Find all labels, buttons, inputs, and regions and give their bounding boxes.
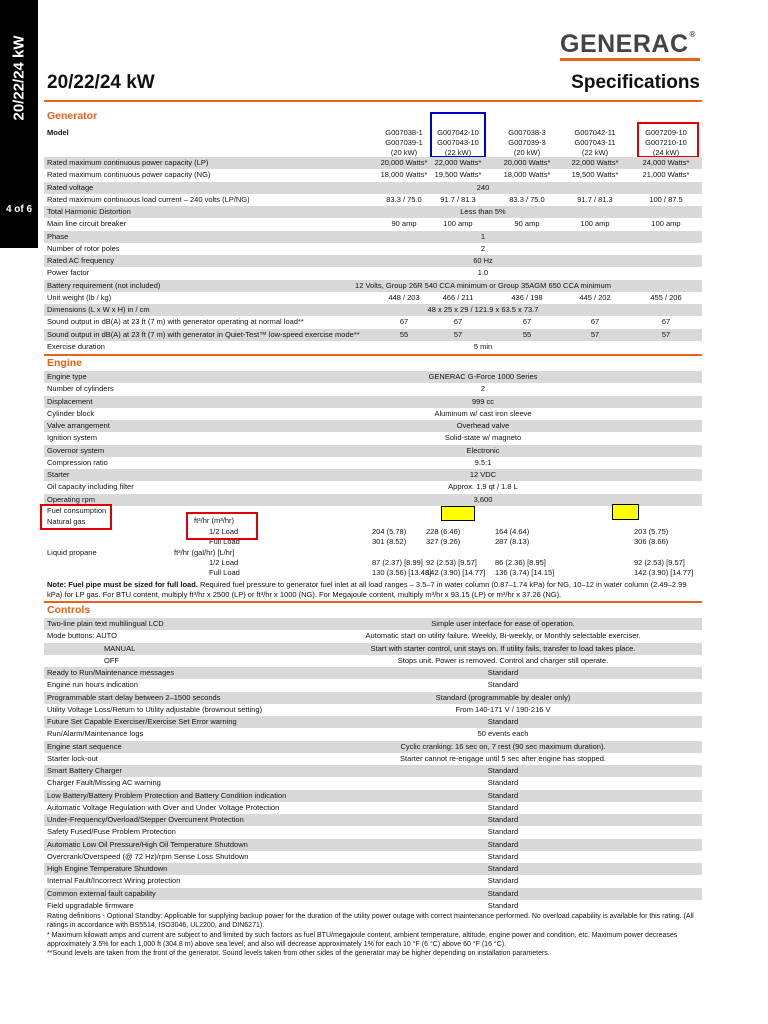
row-value: Simple user interface for ease of operation.	[431, 619, 575, 628]
model-header	[44, 125, 702, 157]
row-value: Standard (programmable by dealer only)	[435, 692, 571, 702]
row-label: Compression ratio	[47, 457, 108, 467]
row-value: 19,500 Watts*	[434, 170, 482, 180]
table-row	[44, 692, 702, 704]
fuel-value: 306 (8.66)	[634, 537, 669, 546]
row-label: Oil capacity including filter	[47, 482, 134, 492]
note-text: Required fuel pressure to generator fuel inlet at all load ranges – 3.5–7 in water column (0.87–1.74 kPa) for NG, 10–12 in water column (2.49–2.99 kPa) for LP gas. For BTU content, multiply ft³/hr x 2500 (LP) or ft³/hr x 1000 (NG). For Megajoule content, multiply m³/hr x 93.15 (LP) or m³/hr x 37.26 (NG).	[47, 580, 687, 599]
row-label: Total Harmonic Distortion	[47, 207, 131, 216]
table-row	[44, 875, 702, 887]
row-value: Standard	[487, 680, 519, 690]
row-value: 83.3 / 75.0	[509, 194, 545, 204]
row-label: Displacement	[47, 396, 93, 406]
fuel-value: 204 (5.78)	[372, 527, 407, 536]
table-row	[44, 481, 702, 493]
row-value: 3,600	[473, 494, 493, 504]
model-line: G007042-11	[574, 128, 616, 137]
row-value: Standard	[487, 900, 519, 910]
row-label: Field upgradable firmware	[47, 900, 134, 910]
table-row	[44, 753, 702, 765]
row-value: 60 Hz	[473, 256, 493, 265]
row-label: Rated maximum continuous power capacity (NG)	[47, 170, 211, 180]
ng-half-load: 1/2 Load	[209, 527, 239, 536]
row-label: Valve arrangement	[47, 421, 110, 430]
row-label: Rated voltage	[47, 182, 94, 192]
page-indicator: 4 of 6	[5, 204, 33, 215]
row-label: Battery requirement (not included)	[47, 280, 161, 290]
table-row	[44, 316, 702, 328]
row-value: 19,500 Watts*	[571, 170, 619, 180]
row-value: 100 amp	[651, 219, 681, 229]
row-label: Unit weight (lb / kg)	[47, 292, 112, 302]
controls-divider	[44, 601, 702, 603]
liquid-propane-label: Liquid propane	[47, 548, 97, 557]
row-value: GENERAC G-Force 1000 Series	[428, 372, 538, 381]
fuel-value: 92 (2.53) [9.57]	[634, 558, 685, 567]
row-value: Aluminum w/ cast iron sleeve	[434, 408, 532, 418]
row-value: 100 amp	[580, 219, 610, 229]
row-value: 55	[399, 329, 409, 339]
row-value: Standard	[487, 876, 519, 886]
table-row	[44, 851, 702, 863]
row-value: Stops unit. Power is removed. Control and charger still operate.	[397, 655, 609, 665]
row-label: Phase	[47, 231, 69, 241]
table-row	[44, 826, 702, 838]
model-line: G007039-3	[508, 138, 546, 147]
controls-heading: Controls	[47, 604, 91, 616]
row-label: OFF	[104, 655, 119, 665]
row-value: 9.5:1	[474, 457, 492, 467]
model-line: (22 kW)	[444, 148, 472, 157]
row-value: Cyclic cranking: 16 sec on, 7 rest (90 sec maximum duration).	[400, 741, 606, 751]
table-row	[44, 218, 702, 230]
model-label: Model	[47, 128, 69, 137]
fuel-value: 92 (2.53) [9.57]	[426, 558, 477, 567]
table-row	[44, 790, 702, 802]
row-value: 90 amp	[514, 219, 540, 229]
fuel-consumption	[44, 503, 702, 579]
generator-table	[44, 157, 702, 353]
table-row	[44, 255, 702, 267]
controls-table	[44, 618, 702, 912]
fuel-note	[47, 580, 702, 600]
logo-registered-mark: ®	[689, 30, 696, 39]
row-value: Standard	[487, 717, 519, 726]
model-number-col	[492, 128, 562, 158]
row-label: Exercise duration	[47, 341, 105, 351]
row-value: Automatic start on utility failure. Weekly, Bi-weekly, or Monthly selectable exerciser.	[365, 631, 641, 641]
row-value: 18,000 Watts*	[380, 170, 428, 180]
row-value: Starter cannot re-engage until 5 sec after engine has stopped.	[400, 753, 606, 763]
row-label: Two-line plain text multilingual LCD	[47, 619, 164, 628]
fuel-value: 287 (8.13)	[495, 537, 530, 546]
row-label: Number of rotor poles	[47, 243, 120, 253]
row-value: 100 amp	[443, 219, 473, 229]
table-row	[44, 839, 702, 851]
row-label: Sound output in dB(A) at 23 ft (7 m) with generator operating at normal load**	[47, 317, 304, 327]
row-label: Run/Alarm/Maintenance logs	[47, 729, 144, 739]
logo-underline	[560, 58, 700, 61]
fuel-value: 86 (2.36) [8.95]	[495, 558, 546, 567]
row-label: Cylinder block	[47, 408, 95, 418]
table-row	[44, 655, 702, 667]
footnote: * Maximum kilowatt amps and current are subject to and limited by such factors as fuel BTU/megajoule content, ambient temperature, altitude, engine power and condition, etc. Maximum power decreases approximately 3.5% for each 1,000 ft (304.8 m) above sea level; and also will decrease approximately 1% for each 10 °F (6 °C) above 60 °F (16 °C).	[47, 931, 678, 948]
row-label: Engine type	[47, 372, 87, 381]
table-row	[44, 243, 702, 255]
row-value: Standard	[487, 802, 519, 812]
row-label: Charger Fault/Missing AC warning	[47, 778, 161, 788]
row-value: 448 / 203	[388, 292, 420, 302]
row-label: Rated maximum continuous load current – 240 volts (LP/NG)	[47, 194, 250, 204]
row-value: 67	[590, 317, 600, 327]
model-line: G007209-10	[645, 128, 687, 137]
engine-heading: Engine	[47, 357, 83, 369]
row-value: 57	[453, 329, 463, 339]
row-label: Automatic Voltage Regulation with Over and Under Voltage Protection	[47, 802, 280, 812]
row-value: 5 min	[473, 341, 493, 351]
row-value: 466 / 211	[442, 292, 474, 302]
engine-divider	[44, 354, 702, 356]
lp-half-load: 1/2 Load	[209, 558, 239, 567]
row-label: Main line circuit breaker	[47, 219, 127, 229]
row-value: 100 / 87.5	[649, 194, 683, 204]
table-row	[44, 457, 702, 469]
fuel-value: 327 (9.26)	[426, 537, 461, 546]
table-row	[44, 814, 702, 826]
model-line: G007210-10	[645, 138, 687, 147]
row-value: Standard	[487, 839, 519, 849]
ng-load-highlight	[186, 512, 258, 540]
row-label: Rated AC frequency	[47, 256, 115, 265]
row-value: 67	[399, 317, 409, 327]
row-value: 67	[661, 317, 671, 327]
table-row	[44, 704, 702, 716]
row-value: 57	[590, 329, 600, 339]
row-label: Programmable start delay between 2–1500 seconds	[47, 692, 221, 702]
table-row	[44, 194, 702, 206]
row-value: 22,000 Watts*	[434, 158, 482, 167]
table-row	[44, 157, 702, 169]
row-value: Standard	[487, 888, 519, 898]
model-line: G007042-10	[437, 128, 479, 137]
row-label: Rated maximum continuous power capacity (LP)	[47, 158, 209, 167]
table-row	[44, 408, 702, 420]
row-value: 24,000 Watts*	[642, 158, 690, 167]
model-number-col	[560, 128, 630, 158]
row-label: Power factor	[47, 268, 90, 278]
fuel-consumption-label: Fuel consumption	[47, 506, 107, 515]
row-label: Engine run hours indication	[47, 680, 138, 690]
table-row	[44, 231, 702, 243]
table-row	[44, 169, 702, 181]
row-value: 48 x 25 x 29 / 121.9 x 63.5 x 73.7	[427, 305, 539, 314]
table-row	[44, 396, 702, 408]
yellow-marker-22kw	[441, 506, 475, 521]
row-label: Ready to Run/Maintenance messages	[47, 668, 175, 677]
ng-full-load: Full Load	[209, 537, 240, 546]
table-row	[44, 667, 702, 679]
fuel-value: 142 (3.90) [14.77]	[634, 568, 694, 577]
table-row	[44, 292, 702, 304]
row-label: Engine start sequence	[47, 741, 122, 751]
table-row	[44, 900, 702, 912]
engine-table	[44, 371, 702, 506]
fuel-value: 228 (6.46)	[426, 527, 461, 536]
row-label: Mode buttons: AUTO	[47, 631, 117, 641]
row-value: 91.7 / 81.3	[440, 194, 476, 204]
row-value: Standard	[487, 766, 519, 775]
row-value: 2	[480, 384, 486, 394]
row-value: Standard	[487, 790, 519, 800]
row-value: Approx. 1.9 qt / 1.8 L	[448, 482, 518, 492]
row-value: 21,000 Watts*	[642, 170, 690, 180]
row-label: Ignition system	[47, 433, 98, 443]
row-value: Standard	[487, 778, 519, 788]
row-value: 18,000 Watts*	[503, 170, 551, 180]
table-row	[44, 445, 702, 457]
row-label: Governor system	[47, 445, 105, 455]
row-value: 83.3 / 75.0	[386, 194, 422, 204]
table-row	[44, 728, 702, 740]
row-value: Start with starter control, unit stays on. If utility fails, transfer to load takes place.	[370, 643, 636, 653]
lp-full-load: Full Load	[209, 568, 240, 577]
table-row	[44, 383, 702, 395]
row-value: 55	[522, 329, 532, 339]
generator-heading: Generator	[47, 110, 98, 122]
footnote: Rating definitions - Optional Standby: Applicable for supplying backup power for the duration of the utility power outage with correct maintenance performed. No overload capability is available for this rating. (All ratings in accordance with BS5514, ISO3046, UL2200, and DIN6271).	[47, 913, 694, 930]
fuel-value: 136 (3.74) [14.15]	[495, 568, 555, 577]
row-value: Standard	[487, 827, 519, 837]
table-row	[44, 341, 702, 353]
table-row	[44, 206, 702, 218]
ng-unit: ft³/hr (m³/hr)	[194, 516, 234, 525]
row-label: MANUAL	[104, 643, 136, 653]
model-line: (22 kW)	[581, 148, 609, 157]
row-value: Standard	[487, 668, 519, 677]
page-title: 20/22/24 kW	[47, 72, 155, 93]
row-value: 20,000 Watts*	[503, 158, 551, 167]
row-value: 1	[480, 231, 486, 241]
model-line: G007038-3	[508, 128, 546, 137]
row-value: 12 VDC	[469, 470, 497, 479]
table-row	[44, 371, 702, 383]
table-row	[44, 741, 702, 753]
table-row	[44, 888, 702, 900]
row-value: Overhead valve	[456, 421, 510, 430]
yellow-marker-24kw	[612, 504, 639, 520]
model-line: G007038-1	[385, 128, 423, 137]
side-vertical-title: 20/22/24 kW	[10, 35, 28, 121]
note-label: Note:	[47, 580, 67, 589]
row-value: Standard	[487, 851, 519, 861]
row-label: Starter lock-out	[47, 753, 98, 763]
page-subtitle: Specifications	[571, 72, 700, 93]
row-value: 455 / 206	[650, 292, 682, 302]
footnotes	[47, 912, 702, 958]
row-value: 90 amp	[391, 219, 417, 229]
row-value: 2	[480, 243, 486, 253]
row-label: Common external fault capability	[47, 888, 156, 898]
fuel-value: 130 (3.56) [13.48]	[372, 568, 432, 577]
row-value: 999 cc	[471, 396, 495, 406]
row-value: Less than 5%	[460, 207, 506, 216]
title-divider	[44, 100, 702, 102]
table-row	[44, 182, 702, 194]
fuel-value: 87 (2.37) [8.99]	[372, 558, 423, 567]
row-label: Overcrank/Overspeed (@ 72 Hz)/rpm Sense Loss Shutdown	[47, 851, 249, 861]
fuel-value: 142 (3.90) [14.77]	[426, 568, 486, 577]
fuel-value: 164 (4.64)	[495, 527, 530, 536]
footnote: **Sound levels are taken from the front of the generator. Sound levels taken from other sides of the generator may be higher depending on installation parameters.	[47, 950, 550, 958]
row-label: Starter	[47, 470, 70, 479]
highlight-box-22kw	[430, 112, 486, 158]
row-label: Under-Frequency/Overload/Stepper Overcurrent Protection	[47, 815, 244, 824]
table-row	[44, 802, 702, 814]
row-value: Electronic	[466, 445, 500, 455]
fuel-value: 301 (8.52)	[372, 537, 407, 546]
table-row	[44, 618, 702, 630]
row-label: Internal Fault/Incorrect Wiring protection	[47, 876, 181, 886]
model-line: G007043-10	[437, 138, 479, 147]
table-row	[44, 420, 702, 432]
fuel-label-highlight	[40, 504, 112, 530]
row-label: Number of cylinders	[47, 384, 114, 394]
row-value: 22,000 Watts*	[571, 158, 619, 167]
row-value: 20,000 Watts*	[380, 158, 428, 167]
generac-logo	[560, 30, 696, 59]
row-label: Future Set Capable Exerciser/Exercise Set Error warning	[47, 717, 237, 726]
row-label: Smart Battery Charger	[47, 766, 123, 775]
note-bold: Fuel pipe must be sized for full load.	[68, 580, 198, 589]
row-value: 1.0	[477, 268, 489, 278]
natural-gas-label: Natural gas	[47, 517, 86, 526]
row-value: 91.7 / 81.3	[577, 194, 613, 204]
table-row	[44, 765, 702, 777]
table-row	[44, 280, 702, 292]
fuel-value: 203 (5.75)	[634, 527, 669, 536]
row-value: 12 Volts, Group 26R 540 CCA minimum or Group 35AGM 650 CCA minimum	[355, 280, 611, 290]
table-row	[44, 329, 702, 341]
table-row	[44, 267, 702, 279]
model-line: (20 kW)	[390, 148, 418, 157]
table-row	[44, 863, 702, 875]
row-label: Operating rpm	[47, 494, 95, 504]
row-label: Low Battery/Battery Problem Protection and Battery Condition indication	[47, 790, 287, 800]
row-value: 436 / 198	[511, 292, 543, 302]
table-row	[44, 679, 702, 691]
row-value: 67	[522, 317, 532, 327]
row-label: Dimensions (L x W x H) in / cm	[47, 305, 150, 314]
row-value: From 140-171 V / 190-216 V	[455, 704, 551, 714]
row-value: Standard	[487, 815, 519, 824]
table-row	[44, 432, 702, 444]
row-value: 445 / 202	[579, 292, 611, 302]
model-line: (20 kW)	[513, 148, 541, 157]
row-value: 240	[476, 182, 490, 192]
table-row	[44, 777, 702, 789]
row-value: 50 events each	[477, 729, 529, 739]
logo-text: GENERAC	[560, 30, 689, 58]
model-line: G007039-1	[385, 138, 423, 147]
side-tab	[0, 0, 38, 248]
row-label: High Engine Temperature Shutdown	[47, 864, 168, 873]
lp-unit: ft³/hr (gal/hr) [L/hr]	[174, 548, 235, 557]
row-label: Safety Fused/Fuse Problem Protection	[47, 827, 176, 837]
row-value: Standard	[487, 864, 519, 873]
row-value: Solid-state w/ magneto	[444, 433, 522, 443]
row-value: 57	[661, 329, 671, 339]
highlight-box-24kw	[637, 122, 699, 158]
table-row	[44, 304, 702, 316]
table-row	[44, 716, 702, 728]
model-line: G007043-11	[574, 138, 616, 147]
model-line: (24 kW)	[652, 148, 680, 157]
row-label: Sound output in dB(A) at 23 ft (7 m) with generator in Quiet-Test™ low-speed exercise mode**	[47, 329, 360, 339]
row-label: Automatic Low Oil Pressure/High Oil Temperature Shutdown	[47, 839, 248, 849]
row-label: Utility Voltage Loss/Return to Utility adjustable (brownout setting)	[47, 704, 263, 714]
table-row	[44, 469, 702, 481]
row-value: 67	[453, 317, 463, 327]
table-row	[44, 630, 702, 642]
table-row	[44, 643, 702, 655]
